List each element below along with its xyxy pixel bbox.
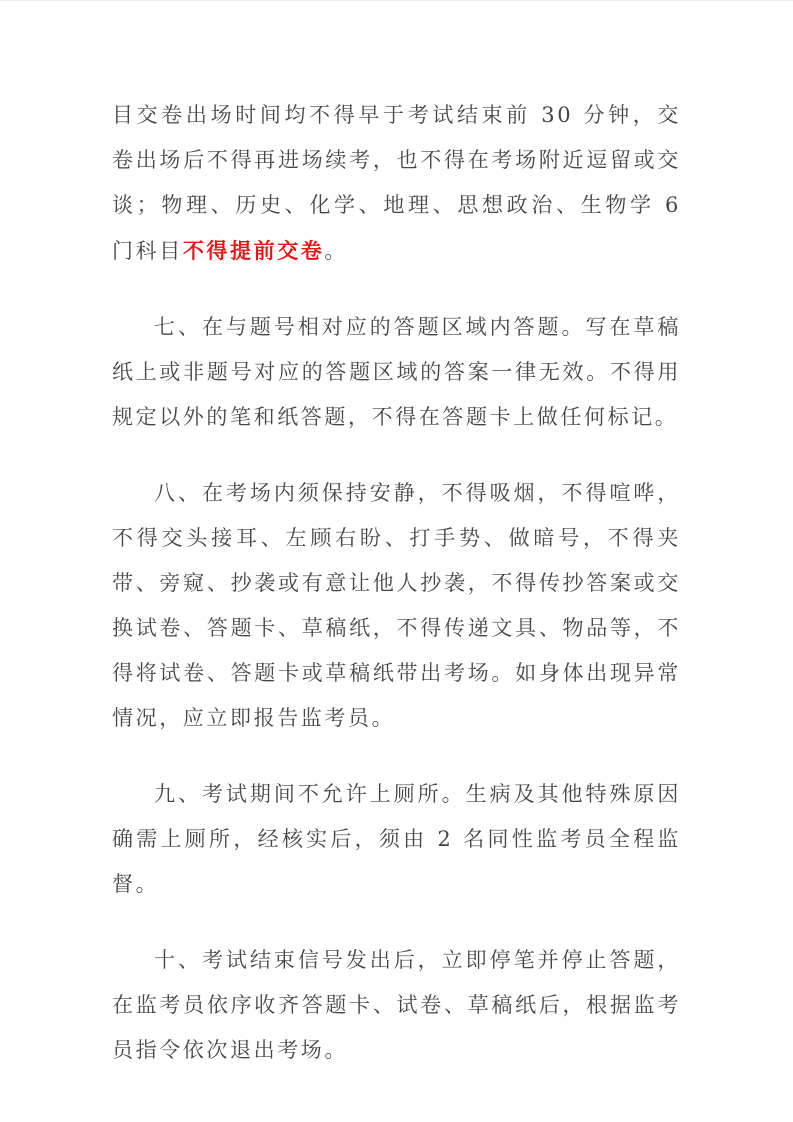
paragraph-rule-7: 七、在与题号相对应的答题区域内答题。写在草稿纸上或非题号对应的答题区域的答案一律无效。不得用规定以外的笔和纸答题，不得在答题卡上做任何标记。 [112, 315, 681, 429]
highlighted-no-early-submission-text: 不得提前交卷 [182, 238, 325, 263]
paragraph-rule-10: 十、考试结束信号发出后，立即停笔并停止答题，在监考员依序收齐答题卡、试卷、草稿纸后，根据监考员指令依次退出考场。 [112, 948, 681, 1062]
document-body [112, 93, 681, 1073]
continuation-trailing-punctuation: 。 [324, 239, 349, 263]
paragraph-rule-9: 九、考试期间不允许上厕所。生病及其他特殊原因确需上厕所，经核实后，须由 2 名同性监考员全程监督。 [112, 782, 681, 896]
continuation-text: 目交卷出场时间均不得早于考试结束前 30 分钟，交卷出场后不得再进场续考，也不得在考场附近逗留或交谈；物理、历史、化学、地理、思想政治、生物学 6 门科目 [112, 103, 681, 263]
paragraph-rule-8: 八、在考场内须保持安静，不得吸烟，不得喧哗，不得交头接耳、左顾右盼、打手势、做暗号，不得夹带、旁窥、抄袭或有意让他人抄袭，不得传抄答案或交换试卷、答题卡、草稿纸，不得传递文具、物品等，不得将试卷、答题卡或草稿纸带出考场。如身体出现异常情况，应立即报告监考员。 [112, 481, 681, 730]
paragraph-continuation [112, 93, 681, 274]
